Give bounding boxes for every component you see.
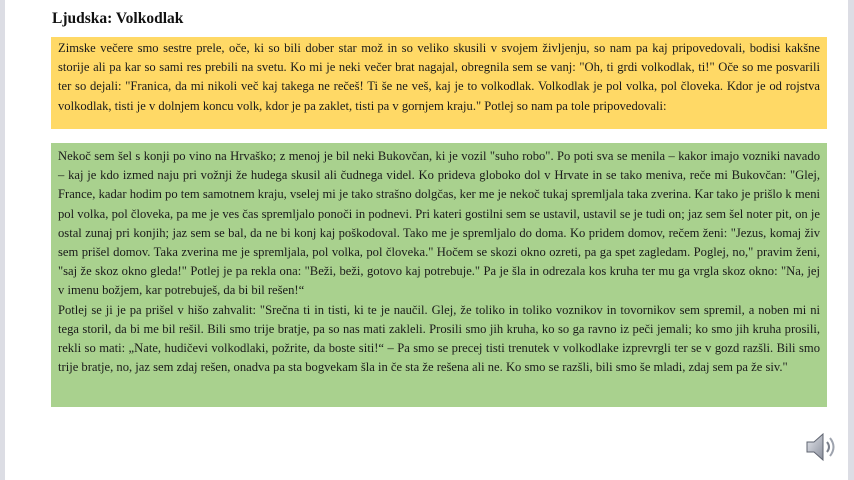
speaker-icon-graphic bbox=[803, 430, 841, 464]
story-paragraph-2: Potlej se ji je pa prišel v hišo zahvalit: "Srečna ti in tisti, ki te je naučil. Glej, že toliko in toliko voznikov in tovornikov sem spremil, a noben mi ni tega storil, da bi me bil rešil. Bili smo trije bratje, pa so nas mati zakleli. Prosili smo jih kruha, ko so ga ravno iz peči jemali; ko smo jih kruha prosili, rekli so mati: „Nate, hudičevi volkodlaki, požrite, da boste siti!“ – Pa smo se precej tisti trenutek v volkodlake izprevrgli ter se v gozd razšli. Bili smo trije bratje, no, jaz sem zdaj rešen, onadva pa sta bogvekam šla in če sta že rešena ali ne. Ko smo se razšli, bili smo še mladi, zdaj sem pa že siv." bbox=[58, 302, 820, 375]
story-paragraph-1: Nekoč sem šel s konji po vino na Hrvaško; z menoj je bil neki Bukovčan, ki je vozil "suho robo". Po poti sva se menila – kakor imajo vozniki navado – kaj je kdo izmed naju pri vožnji že hudega skusil ali čudnega videl. Ko prideva globoko dol v Hrvate in se tako meniva, reče mi Bukovčan: "Glej, France, kadar hodim po tem samotnem kraju, vselej mi je tako strašno dolgčas, ker me je nekoč tukaj spremljala taka zverina. Kar tako je prišlo k meni pol volka, pol človeka, pa me je ves čas spremljalo ponoči in podnevi. Pri kateri gostilni sem se ustavil, ustavil se je tudi on; jaz sem šel noter pit, on je ostal zunaj pri konjih; jaz sem se bal, da ne bi konj kaj poškodoval. Tako me je spremljalo do doma. Ko pridem domov, rečem ženi: "Jezus, komaj živ sem prišel domov. Taka zverina me je spremljala, pol volka, pol človeka." Hočem se skozi okno ozreti, pa ga spet zagledam. Poglej, no," pravim ženi, "saj že skoz okno gleda!" Potlej je pa rekla ona: "Beži, beži, gotovo kaj potrebuje." Pa je šla in odrezala kos kruha ter mu ga vrgla skoz okno: "Na, jej v imenu božjem, kar potrebuješ, da bi bil rešen!“ bbox=[58, 149, 820, 298]
intro-paragraph: Zimske večere smo sestre prele, oče, ki so bili dober star mož in so veliko skusili v svojem življenju, so nam pa kaj pripovedovali, bodisi kakšne storije ali pa kar so sami res prebili na svetu. Ko mi je neki večer brat nagajal, obregnila sem se vanj: "Oh, ti grdi volkodlak, ti!" Oče so me posvarili ter so dejali: "Franica, da mi nikoli več kaj takega ne rečeš! Ti še ne veš, kaj je to volkodlak. Volkodlak je pol volka, pol človeka. Kdor je od rojstva volkodlak, tisti je v dolnjem koncu volk, kdor je pa zaklet, tisti pa v gornjem kraju." Potlej so nam pa tole pripovedovali: bbox=[58, 41, 820, 113]
speaker-icon[interactable] bbox=[803, 430, 841, 464]
slide-frame-right bbox=[848, 0, 854, 480]
story-textbox bbox=[51, 143, 827, 407]
slide-title: Ljudska: Volkodlak bbox=[52, 10, 184, 27]
slide-frame-left bbox=[0, 0, 5, 480]
intro-textbox bbox=[51, 37, 827, 129]
